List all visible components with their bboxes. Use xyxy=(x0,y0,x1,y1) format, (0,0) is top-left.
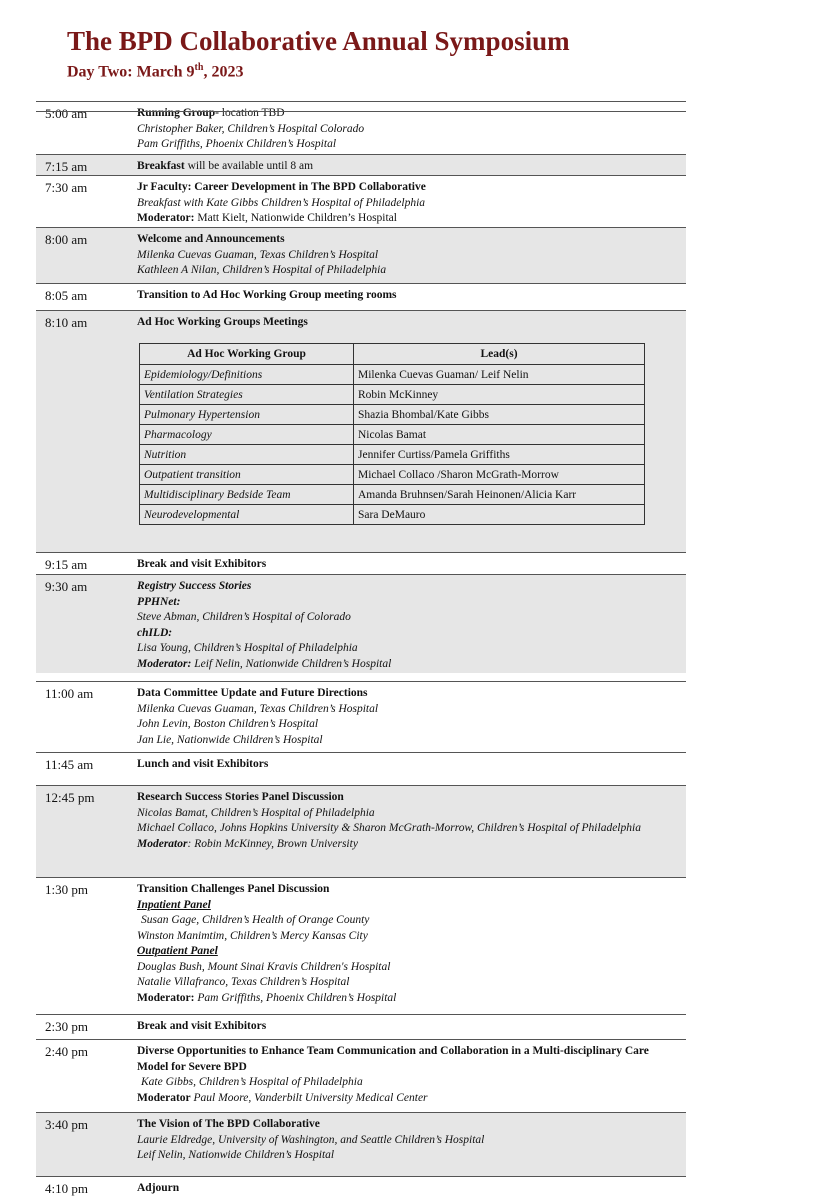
schedule-line-text: Moderator: xyxy=(137,657,192,670)
schedule-line-text: Breakfast with Kate Gibbs Children’s Hospital of Philadelphia xyxy=(137,196,426,209)
schedule-line xyxy=(137,557,677,573)
schedule-line-rest: Matt Kielt, Nationwide Children’s Hospital xyxy=(194,212,397,224)
schedule-line xyxy=(137,1133,677,1149)
schedule-line-text: Data Committee Update and Future Directions xyxy=(137,687,368,699)
schedule-content xyxy=(137,686,677,748)
schedule-line xyxy=(137,263,677,279)
schedule-line-text: Moderator xyxy=(137,837,188,850)
schedule-line xyxy=(137,717,677,733)
schedule-line xyxy=(137,1075,677,1091)
group-cell: Outpatient transition xyxy=(140,465,354,485)
schedule-time: 7:15 am xyxy=(45,159,88,174)
schedule-line-rest: location TBD xyxy=(218,107,285,119)
schedule-line xyxy=(137,1148,677,1164)
schedule-row xyxy=(36,101,686,154)
schedule-line xyxy=(137,898,677,914)
table-row xyxy=(140,465,645,485)
schedule-line xyxy=(137,1044,677,1075)
schedule-line xyxy=(137,913,677,929)
schedule-line-text: Inpatient Panel xyxy=(137,898,211,911)
schedule-line-text: Winston Manimtim, Children’s Mercy Kansas City xyxy=(137,929,368,942)
schedule-line-text: PPHNet: xyxy=(137,595,181,608)
schedule-line-text: Transition Challenges Panel Discussion xyxy=(137,883,330,895)
schedule-time: 11:00 am xyxy=(45,686,94,701)
schedule-row xyxy=(36,283,686,310)
schedule-line xyxy=(137,180,677,196)
schedule-line xyxy=(137,882,677,898)
schedule-line-text: Milenka Cuevas Guaman, Texas Children’s Hospital xyxy=(137,702,379,715)
schedule-line xyxy=(137,944,677,960)
page-subtitle xyxy=(67,62,243,81)
schedule-time: 8:05 am xyxy=(45,288,88,303)
schedule-line xyxy=(137,806,677,822)
schedule-line xyxy=(137,248,677,264)
schedule-content xyxy=(137,790,677,852)
schedule-line-text: Transition to Ad Hoc Working Group meeting rooms xyxy=(137,289,397,301)
schedule-line-text: Douglas Bush, Mount Sinai Kravis Children's Hospital xyxy=(137,960,391,973)
schedule-line-text: Moderator: xyxy=(137,212,195,224)
schedule-content xyxy=(137,159,677,175)
schedule-line xyxy=(137,106,677,122)
schedule-line xyxy=(137,1117,677,1133)
divider-line xyxy=(36,101,686,102)
schedule-line-text: Michael Collaco, Johns Hopkins University & Sharon McGrath-Morrow, Children’s Hospital of Philadelphia xyxy=(137,822,641,834)
schedule-line xyxy=(137,626,677,642)
schedule-line-rest: will be available until 8 am xyxy=(184,160,314,172)
group-cell: Ventilation Strategies xyxy=(140,385,354,405)
schedule-row xyxy=(36,552,686,574)
schedule-line xyxy=(137,196,677,212)
schedule-row xyxy=(36,154,686,175)
schedule-line-text: Moderator xyxy=(137,1091,191,1104)
subtitle-prefix: Day Two: March 9 xyxy=(67,63,195,81)
schedule-line xyxy=(137,991,677,1007)
table-row xyxy=(140,405,645,425)
schedule-time: 8:00 am xyxy=(45,232,88,247)
schedule-row xyxy=(36,752,686,785)
schedule-line xyxy=(137,757,677,773)
schedule-line-text: Break and visit Exhibitors xyxy=(137,1020,267,1032)
lead-cell: Shazia Bhombal/Kate Gibbs xyxy=(354,405,645,425)
schedule-line xyxy=(137,1181,677,1197)
group-cell: Epidemiology/Definitions xyxy=(140,365,354,385)
schedule-content xyxy=(137,180,677,227)
table-header-group: Ad Hoc Working Group xyxy=(140,344,354,365)
schedule-line xyxy=(137,790,677,806)
schedule-time: 9:15 am xyxy=(45,557,88,572)
schedule-line-text: Susan Gage, Children’s Health of Orange County xyxy=(141,914,370,926)
divider-line xyxy=(36,111,686,112)
divider-line xyxy=(36,1176,686,1177)
schedule-row xyxy=(36,681,686,752)
schedule-line-text: Welcome and Announcements xyxy=(137,233,285,245)
schedule-line xyxy=(137,733,677,749)
schedule-time: 2:30 pm xyxy=(45,1019,88,1034)
schedule-line-text: Ad Hoc Working Groups Meetings xyxy=(137,316,308,328)
schedule-time: 8:10 am xyxy=(45,315,88,330)
schedule-content xyxy=(137,232,677,279)
schedule-line-text: Moderator: xyxy=(137,991,195,1004)
schedule-line-text: Leif Nelin, Nationwide Children’s Hospital xyxy=(137,1149,335,1161)
schedule-row xyxy=(36,175,686,227)
schedule-line-text: The Vision of The BPD Collaborative xyxy=(137,1118,320,1130)
schedule-line-rest: Pam Griffiths, Phoenix Children’s Hospital xyxy=(194,991,397,1004)
schedule-line-text: Breakfast xyxy=(137,160,185,172)
schedule-line-rest: Leif Nelin, Nationwide Children’s Hospital xyxy=(191,657,392,670)
schedule-line-text: Kathleen A Nilan, Children’s Hospital of Philadelphia xyxy=(137,264,387,276)
schedule-content xyxy=(137,1181,677,1197)
schedule-line xyxy=(137,211,677,227)
table-row xyxy=(140,445,645,465)
schedule-line xyxy=(137,610,677,626)
schedule-line-text: John Levin, Boston Children’s Hospital xyxy=(137,718,319,730)
schedule-line-text: Milenka Cuevas Guaman, Texas Children’s Hospital xyxy=(137,248,379,261)
schedule-line xyxy=(137,686,677,702)
lead-cell: Sara DeMauro xyxy=(354,505,645,525)
schedule-time: 11:45 am xyxy=(45,757,94,772)
schedule-time: 3:40 pm xyxy=(45,1117,88,1132)
page-title: The BPD Collaborative Annual Symposium xyxy=(67,26,570,56)
schedule-line-text: Kate Gibbs, Children’s Hospital of Philadelphia xyxy=(141,1076,363,1088)
schedule-line-text: Natalie Villafranco, Texas Children’s Hospital xyxy=(137,976,350,988)
schedule-content xyxy=(137,579,677,672)
schedule-time: 7:30 am xyxy=(45,180,88,195)
schedule-time: 9:30 am xyxy=(45,579,88,594)
schedule-line xyxy=(137,232,677,248)
schedule-line-text: Christopher Baker, Children’s Hospital Colorado xyxy=(137,122,365,135)
group-cell: Neurodevelopmental xyxy=(140,505,354,525)
lead-cell: Michael Collaco /Sharon McGrath-Morrow xyxy=(354,465,645,485)
schedule-line-rest: : Robin McKinney, Brown University xyxy=(187,837,358,850)
schedule-line xyxy=(137,821,677,837)
group-cell: Pharmacology xyxy=(140,425,354,445)
schedule-content xyxy=(137,557,677,573)
schedule-line xyxy=(137,702,677,718)
schedule-line-text: Running Group- xyxy=(137,107,219,119)
schedule-line xyxy=(137,960,677,976)
group-cell: Nutrition xyxy=(140,445,354,465)
schedule-row xyxy=(36,1014,686,1039)
schedule-line-text: Diverse Opportunities to Enhance Team Communication and Collaboration in a Multi-disciplinary Care Model for Severe BPD xyxy=(137,1045,649,1073)
schedule-line-text: chILD: xyxy=(137,626,173,639)
schedule-content xyxy=(137,1044,677,1106)
table-row xyxy=(140,485,645,505)
schedule-content xyxy=(137,288,677,304)
schedule-row xyxy=(36,1039,686,1112)
schedule-line xyxy=(137,159,677,175)
schedule-line-text: Registry Success Stories xyxy=(137,580,252,592)
schedule-line-text: Jr Faculty: Career Development in The BPD Collaborative xyxy=(137,181,426,193)
schedule-line xyxy=(137,595,677,611)
schedule-line xyxy=(137,975,677,991)
schedule-line xyxy=(137,315,677,331)
schedule-line-text: Adjourn xyxy=(137,1182,180,1194)
schedule-row xyxy=(36,1112,686,1176)
group-cell: Pulmonary Hypertension xyxy=(140,405,354,425)
schedule-row xyxy=(36,1176,686,1200)
working-groups-table xyxy=(139,343,645,525)
schedule-row xyxy=(36,227,686,283)
schedule-content xyxy=(137,882,677,1006)
schedule-time: 1:30 pm xyxy=(45,882,88,897)
lead-cell: Nicolas Bamat xyxy=(354,425,645,445)
table-row xyxy=(140,385,645,405)
group-cell: Multidisciplinary Bedside Team xyxy=(140,485,354,505)
schedule-line-text: Lisa Young, Children’s Hospital of Philadelphia xyxy=(137,642,358,654)
schedule-line-text: Nicolas Bamat, Children’s Hospital of Philadelphia xyxy=(137,806,375,819)
table-header-row xyxy=(140,344,645,365)
schedule-content xyxy=(137,1019,677,1035)
schedule-line xyxy=(137,929,677,945)
lead-cell: Milenka Cuevas Guaman/ Leif Nelin xyxy=(354,365,645,385)
schedule-line-text: Break and visit Exhibitors xyxy=(137,558,267,570)
schedule-row xyxy=(36,877,686,1014)
schedule-line-text: Lunch and visit Exhibitors xyxy=(137,758,269,770)
schedule-line-text: Outpatient Panel xyxy=(137,945,218,957)
schedule-line xyxy=(137,837,677,853)
schedule-content xyxy=(137,106,677,153)
table-header-leads: Lead(s) xyxy=(354,344,645,365)
schedule-time: 4:10 pm xyxy=(45,1181,88,1196)
schedule-line-text: Jan Lie, Nationwide Children’s Hospital xyxy=(137,733,323,746)
schedule-line xyxy=(137,579,677,595)
schedule-line xyxy=(137,288,677,304)
lead-cell: Robin McKinney xyxy=(354,385,645,405)
schedule-line-text: Steve Abman, Children’s Hospital of Colorado xyxy=(137,611,351,623)
schedule-content xyxy=(137,1117,677,1164)
schedule-line xyxy=(137,122,677,138)
subtitle-superscript: th xyxy=(194,62,204,73)
table-row xyxy=(140,505,645,525)
schedule-line xyxy=(137,137,677,153)
lead-cell: Amanda Bruhnsen/Sarah Heinonen/Alicia Karr xyxy=(354,485,645,505)
schedule-content xyxy=(137,757,677,773)
schedule-row xyxy=(36,574,686,673)
schedule-line xyxy=(137,657,677,673)
schedule-line-text: Research Success Stories Panel Discussion xyxy=(137,791,344,803)
lead-cell: Jennifer Curtiss/Pamela Griffiths xyxy=(354,445,645,465)
schedule-time: 12:45 pm xyxy=(45,790,95,805)
subtitle-suffix: , 2023 xyxy=(203,63,244,81)
schedule-line-text: Laurie Eldredge, University of Washington, and Seattle Children’s Hospital xyxy=(137,1133,485,1146)
schedule-line xyxy=(137,641,677,657)
schedule-line-rest: Paul Moore, Vanderbilt University Medical Center xyxy=(190,1091,428,1104)
table-row xyxy=(140,365,645,385)
schedule-time: 5:00 am xyxy=(45,106,88,121)
schedule-line xyxy=(137,1091,677,1107)
schedule-line-text: Pam Griffiths, Phoenix Children’s Hospital xyxy=(137,138,337,150)
schedule-line xyxy=(137,1019,677,1035)
schedule-row xyxy=(36,785,686,877)
schedule-time: 2:40 pm xyxy=(45,1044,88,1059)
table-row xyxy=(140,425,645,445)
schedule-content xyxy=(137,315,677,331)
